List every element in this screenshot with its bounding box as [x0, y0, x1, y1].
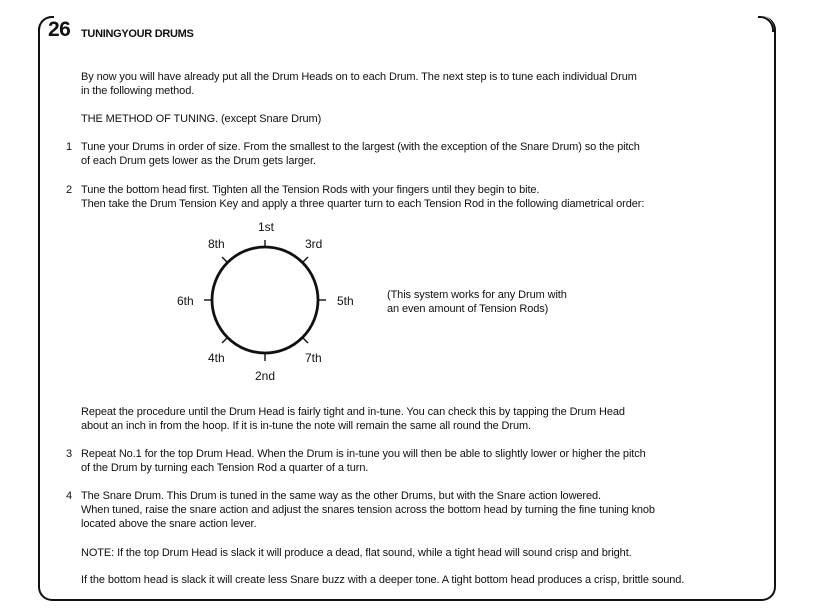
- page-border-corner-right: [758, 16, 774, 32]
- rod-label-7th: 7th: [305, 351, 322, 365]
- step-4-number: 4: [66, 490, 73, 502]
- rod-label-3rd: 3rd: [305, 237, 323, 251]
- rod-label-1st: 1st: [258, 220, 275, 234]
- step-2-line-1: Tune the bottom head first. Tighten all the Tension Rods with your fingers until they begin to bite.: [81, 184, 540, 196]
- rod-tick-8th: [222, 257, 228, 263]
- step-2-number: 2: [66, 184, 73, 196]
- bottom-head-text: If the bottom head is slack it will create less Snare buzz with a deeper tone. A tight bottom head produces a crisp, brittle sound.: [81, 574, 685, 586]
- repeat-line-1: Repeat the procedure until the Drum Head is fairly tight and in-tune. You can check this by tapping the Drum Head: [81, 406, 625, 418]
- intro-line-2: in the following method.: [81, 85, 195, 97]
- repeat-line-2: about an inch in from the hoop. If it is in-tune the note will remain the same all round the Drum.: [81, 420, 531, 432]
- diagram-note-line-1: (This system works for any Drum with: [387, 289, 567, 301]
- diagram-note-line-2: an even amount of Tension Rods): [387, 303, 549, 315]
- rod-tick-4th: [222, 338, 228, 344]
- step-3-line-1: Repeat No.1 for the top Drum Head. When the Drum is in-tune you will then be able to slightly lower or higher the pitch: [81, 448, 646, 460]
- drum-head-circle: [212, 247, 318, 353]
- page-number: 26: [48, 18, 71, 41]
- step-3-line-2: of the Drum by turning each Tension Rod a quarter of a turn.: [81, 462, 369, 474]
- step-4-line-3: located above the snare action lever.: [81, 518, 257, 530]
- step-2-line-2: Then take the Drum Tension Key and apply a three quarter turn to each Tension Rod in the following diametrical order:: [81, 198, 645, 210]
- page-title: TUNINGYOUR DRUMS: [81, 28, 194, 40]
- rod-label-5th: 5th: [337, 294, 354, 308]
- tension-rod-diagram: [195, 240, 335, 365]
- step-1-number: 1: [66, 141, 73, 153]
- rod-tick-7th: [303, 338, 309, 344]
- intro-line-1: By now you will have already put all the Drum Heads on to each Drum. The next step is to tune each individual Drum: [81, 71, 637, 83]
- rod-label-4th: 4th: [208, 351, 225, 365]
- step-1-line-1: Tune your Drums in order of size. From the smallest to the largest (with the exception of the Snare Drum) so the pitch: [81, 141, 640, 153]
- method-heading: THE METHOD OF TUNING. (except Snare Drum): [81, 113, 322, 125]
- step-1-line-2: of each Drum gets lower as the Drum gets larger.: [81, 155, 316, 167]
- rod-label-8th: 8th: [208, 237, 225, 251]
- step-3-number: 3: [66, 448, 73, 460]
- step-4-line-1: The Snare Drum. This Drum is tuned in the same way as the other Drums, but with the Snare action lowered.: [81, 490, 601, 502]
- rod-tick-3rd: [303, 257, 309, 263]
- note-text: NOTE: If the top Drum Head is slack it will produce a dead, flat sound, while a tight head will sound crisp and bright.: [81, 547, 632, 559]
- step-4-line-2: When tuned, raise the snare action and adjust the snares tension across the bottom head by turning the fine tuning knob: [81, 504, 655, 516]
- rod-label-6th: 6th: [177, 294, 194, 308]
- rod-label-2nd: 2nd: [255, 369, 276, 383]
